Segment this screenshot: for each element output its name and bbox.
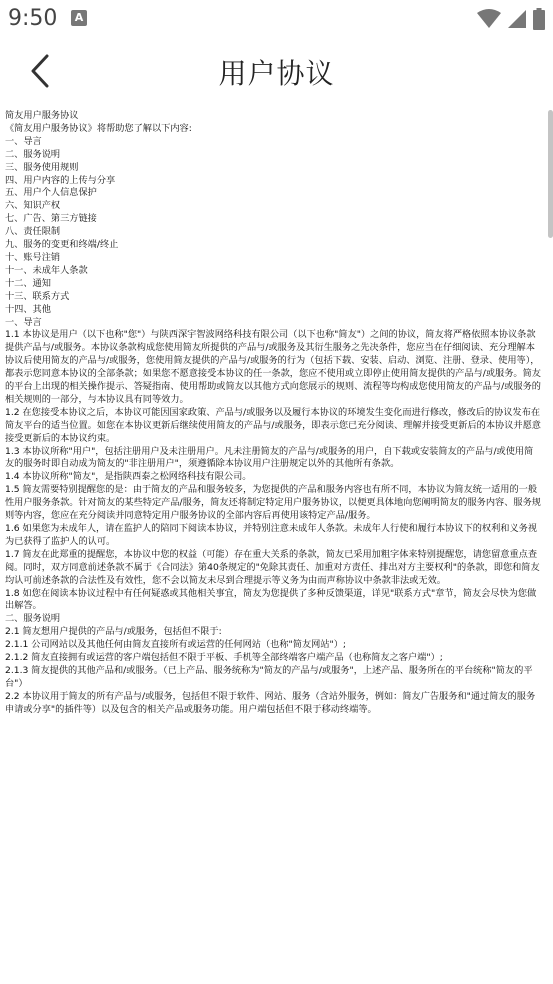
status-time: 9:50 [8,6,58,31]
clause-paragraph: 2.2 本协议用于简友的所有产品与/或服务，包括但不限于软件、网站、服务（含站外服务，例如：简友广告服务和"通过简友的服务申请或分享"的插件等）以及包含的相关产品或服务功能。用户端包括但不限于移动终端等。 [5,690,536,715]
section-title: 二、服务说明 [5,613,61,625]
clause-paragraph: 1.1 本协议是用户（以下也称"您"）与陕西深宇智波网络科技有限公司（以下也称"简友"）之间的协议，简友将严格依照本协议条款提供产品与/或服务。本协议条款构成您使用简友所提供的产品与/或服务及其衍生服务之先决条件，您应当在仔细阅读、充分理解本协议后使用简友的产品与/或服务，您使用简友提供的产品与/或服务的行为（包括下载、安装、启动、浏览、注册、登录、使用等），都表示您同意本协议的全部条款；如果您不愿意接受本协议的任一条款，您应不使用或立即停止使用简友提供的产品与/或服务。简友的平台上出现的相关操作提示、答疑指南、使用帮助或简友以其他方式向您展示的规则、流程等均构成您使用简友的产品与/或服务的相关规则的一部分，与本协议具有同等效力。 [5,329,541,405]
agreement-heading: 简友用户服务协议 [5,110,79,121]
title-bar [0,38,553,104]
clause-paragraph: 2.1.3 简友提供的其他产品和/或服务。（已上产品、服务统称为"简友的产品与/或服务"，上述产品、服务所在的平台统称"简友的平台"） [5,664,533,689]
toc-item: 二、服务说明 [5,148,61,160]
toc-item: 一、导言 [5,135,42,147]
clause-paragraph: 1.3 本协议所称"用户"，包括注册用户及未注册用户。凡未注册简友的产品与/或服务的用户，自下载或安装简友的产品与/或使用简友的服务时即自动成为简友的"非注册用户"，须遵循除本协议用户注册规定以外的其他所有条款。 [5,445,534,470]
toc-item: 十二、通知 [5,277,51,289]
scrollbar[interactable] [548,110,553,238]
toc-item: 六、知识产权 [5,200,61,212]
clause-paragraph: 2.1.2 简友直接拥有或运营的客户端包括但不限于平板、手机等全部终端客户端产品（也称简友之客户端"）; [5,652,443,664]
clause-paragraph: 2.1 简友想用户提供的产品与/或服务，包括但不限于: [5,626,222,638]
toc-item: 十四、其他 [5,303,51,315]
section-title: 一、导言 [5,316,42,328]
toc-item: 五、用户个人信息保护 [5,187,97,199]
toc-item: 三、服务使用规则 [5,161,79,173]
app-notification-icon: A [71,10,87,26]
clause-paragraph: 1.8 如您在阅读本协议过程中有任何疑惑或其他相关事宜，简友为您提供了多种反馈渠道，详见"联系方式"章节，简友会尽快为您做出解答。 [5,587,537,612]
battery-icon [533,8,545,30]
page-title: 用户协议 [218,57,335,90]
wifi-icon [477,9,501,29]
clause-paragraph: 1.7 简友在此郑重的提醒您，本协议中您的权益（可能）存在重大关系的条款，简友已采用加粗字体来特别提醒您，请您留意重点查阅。同时，双方同意前述条款不属于《合同法》第40条规定的"免除其责任、加重对方责任、排出对方主要权利"的条款，即您和简友均认可前述条款的合法性及有效性，您不会以简友未尽到合理提示等义务为由而声称协议中条款非法或无效。 [5,548,540,586]
status-bar [0,0,553,38]
signal-icon [507,9,527,29]
clause-paragraph: 1.5 简友需要特别提醒您的是：由于简友的产品和服务较多，为您提供的产品和服务内容也有所不同，本协议为简友统一适用的一般性用户服务条款。针对简友的某些特定产品/服务，简友还将制定特定用户服务协议，以便更具体地向您阐明简友的服务内容、服务规则等内容，您应在充分阅读并同意特定用户服务协议的全部内容后再使用该特定产品/服务。 [5,484,541,522]
clause-paragraph: 2.1.1 公司网站以及其他任何由简友直接所有或运营的任何网站（也称"简友网站"）; [5,639,347,651]
agreement-intro: 《简友用户服务协议》将帮助您了解以下内容: [5,122,192,134]
toc-item: 七、广告、第三方链接 [5,213,97,225]
toc-item: 八、责任限制 [5,226,61,238]
clause-paragraph: 1.6 如果您为未成年人，请在监护人的陪同下阅读本协议，并特别注意未成年人条款。未成年人行使和履行本协议下的权利和义务视为已获得了监护人的认可。 [5,523,538,547]
toc-item: 十一、未成年人条款 [5,264,88,276]
toc-item: 九、服务的变更和终端/终止 [5,239,119,251]
status-icons [477,8,545,30]
toc-item: 四、用户内容的上传与分享 [5,174,116,186]
toc-item: 十、账号注销 [5,251,61,263]
toc-item: 十三、联系方式 [5,290,70,302]
clause-paragraph: 1.2 在您接受本协议之后，本协议可能因国家政策、产品与/或服务以及履行本协议的环境发生变化而进行修改，修改后的协议发布在简友平台的适当位置。如您在本协议更新后继续使用简友的产品与/或服务，即表示您已充分阅读、理解并接受更新后的本协议并愿意接受更新后的本协议约束。 [5,406,541,444]
agreement-content[interactable] [5,110,542,984]
clause-paragraph: 1.4 本协议所称"简友"，是指陕西泰之松网络科技有限公司。 [5,471,252,483]
